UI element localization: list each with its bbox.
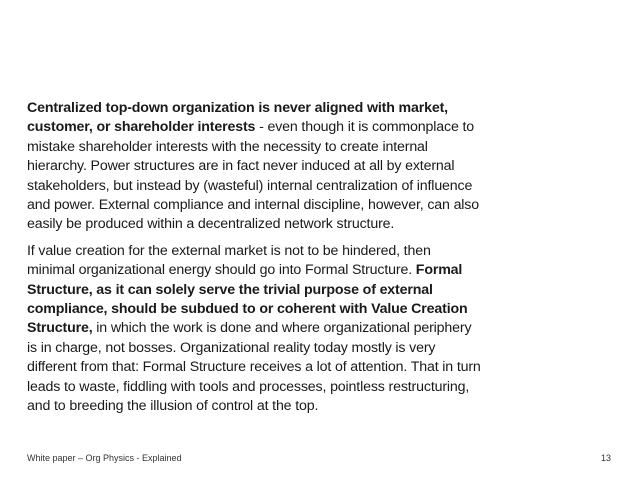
footer-document-title: White paper – Org Physics - Explained xyxy=(27,453,182,463)
paragraph-2-text-end: in which the work is done and where organizational periphery is in charge, not bosses. Organizational reality today mostly is very different from that: Formal Structure receives a lot of attention. That in turn leads to waste, fiddling with tools and processes, pointless restructuring, and to breeding the illusion of control at the top. xyxy=(27,320,481,415)
page-footer xyxy=(27,452,611,464)
paragraph-1-bold-lead: Centralized top-down organization is never aligned with market, customer, or shareholder interests xyxy=(27,100,448,136)
paragraph-1 xyxy=(27,99,482,235)
footer-page-number: 13 xyxy=(600,453,611,463)
paragraph-1-text: - even though it is commonplace to mistake shareholder interests with the necessity to create internal hierarchy. Power structures are in fact never induced at all by external stakeholders, but instead by (wasteful) internal centralization of influence and power. External compliance and internal discipline, however, can also easily be produced within a decentralized network structure. xyxy=(27,119,479,233)
paragraph-2-text-start: If value creation for the external market is not to be hindered, then minimal organizational energy should go into Formal Structure. xyxy=(27,242,431,279)
body-text xyxy=(27,99,482,417)
paragraph-2 xyxy=(27,242,482,417)
paragraph-2-bold-statement: Formal Structure, as it can solely serve the trivial purpose of external compliance, should be subdued to or coherent with Value Creation Structure, xyxy=(27,262,468,337)
